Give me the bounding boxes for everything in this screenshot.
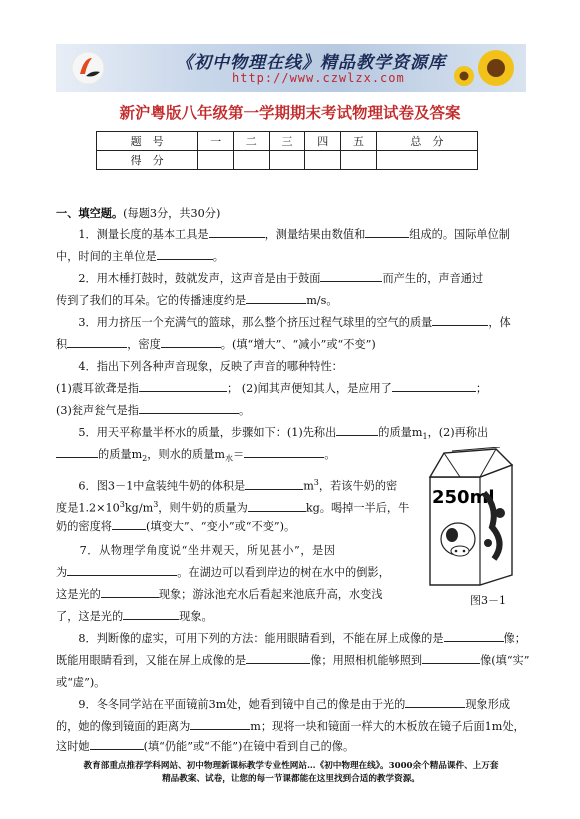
question-3-line-1 [56,312,528,334]
score-cell-3: 三 [269,132,305,151]
q6-text-a: 6．图3－1中盒装纯牛奶的体积是 [78,479,246,493]
q5-blank-2[interactable] [56,445,98,458]
footer-line-2: 精品教案、试卷，让您的每一节课都能在这里找到合适的教学资源。 [162,774,420,784]
q7-blank-3[interactable] [123,607,179,620]
q6-text-g: kg。喝掉一半后，牛 [305,501,410,515]
score-input-3[interactable] [269,151,305,170]
q6-blank-3[interactable] [112,517,146,530]
document-title: 新沪粤版八年级第一学期期末考试物理试卷及答案 [119,104,461,122]
q5-text-f: ＝ [233,448,245,461]
q7-text-a: 7．从物理学角度说“坐井观天，所见甚小”，是因 [79,544,336,557]
section-heading-note: (每题3分，共30分) [123,207,221,220]
question-4-line-3 [56,400,528,422]
q4-text-f: 。 [238,404,251,417]
question-3-line-2 [56,334,528,356]
question-8-line-2 [56,650,528,672]
question-8-line-1b [56,628,528,650]
score-cell-1: 一 [198,132,234,151]
section-heading [56,202,528,225]
milk-carton-figure [422,447,520,587]
q8-blank-3[interactable] [422,651,480,664]
q7-text-c: 。在湖边可以看到岸边的树在水中的倒影， [177,566,390,579]
sunflower-icon [450,46,520,90]
score-input-5[interactable] [341,151,377,170]
q6-text-h: 奶的密度将 [56,520,112,533]
question-4-line-2 [56,378,528,400]
banner-url[interactable]: http://www.czwlzx.com [232,71,405,85]
q3-text-b: ，体 [488,316,511,329]
q1-text-e: 。 [212,250,224,263]
q6-text-b: m [303,479,314,493]
q2-text-c: 传到了我们的耳朵。它的传播速度约是 [56,294,247,307]
q7-blank-2[interactable] [101,585,159,598]
score-row-label: 得 分 [97,151,198,170]
q9-text-a: 9．冬冬同学站在平面镜前3m处，她看到镜中自己的像是由于光的 [78,698,406,711]
q7-text-d: 这是光的 [56,588,101,601]
header-banner [56,44,526,92]
q4-text-a: 4．指出下列各种声音现象，反映了声音的哪种特性： [78,360,343,373]
q3-text-d: ，密度 [127,338,161,351]
q6-sup-1: 3 [313,478,319,487]
q8-text-c: 既能用眼睛看到，又能在屏上成像的是 [56,654,247,667]
footer-line-1: 教育部重点推荐学科网站、初中物理新课标教学专业性网站…《初中物理在线》。3000余个精品课件、上万套 [83,761,499,771]
q7-blank-1[interactable] [67,563,177,576]
question-7-line-3 [56,584,528,606]
q3-text-e: 。(填“增大”、“减小”或“不变”) [220,338,376,351]
q6-sup-2: 3 [119,500,125,509]
q1-text-a: 1．测量长度的基本工具是 [78,228,209,241]
q2-blank-1[interactable] [320,269,382,282]
q6-text-i: (填变大”、“变小”或“不变”)。 [145,520,296,533]
question-4-line-1 [56,356,528,378]
q4-blank-3[interactable] [139,401,239,414]
page-footer [56,760,526,786]
q6-blank-2[interactable] [248,499,306,512]
q6-text-c: ，若该牛奶的密 [318,479,398,493]
q4-blank-1[interactable] [139,379,227,392]
q4-text-b: (1)震耳欲聋是指 [56,382,139,395]
q8-text-b: 像； [503,632,526,645]
q2-blank-2[interactable] [246,291,306,304]
q6-blank-1[interactable] [245,477,303,490]
q5-text-e: ，则水的质量m [147,448,225,461]
q1-text-d: 中，时间的主单位是 [56,250,157,263]
score-cell-2: 二 [233,132,269,151]
q5-text-d: 的质量m [98,448,143,461]
q5-sub-2: 2 [142,454,148,464]
carton-volume-label: 250ml [432,487,495,508]
question-1-line-2 [56,246,528,268]
q7-text-g: 现象。 [179,610,213,623]
q6-text-e: kg/m [124,501,154,515]
score-input-1[interactable] [198,151,234,170]
banner-title: 《初中物理在线》精品教学资源库 [176,53,446,73]
q1-blank-3[interactable] [157,247,213,260]
q8-blank-1[interactable] [444,629,504,642]
q4-blank-2[interactable] [392,379,476,392]
q2-text-b: 而产生的，声音通过 [382,272,484,285]
score-table-header-row [97,132,478,151]
q7-text-e: 现象；游泳池充水后看起来池底升高，水变浅 [158,588,383,601]
question-8-line-3 [56,672,528,694]
score-cell-5: 五 [341,132,377,151]
q5-text-b: 的质量m [378,426,423,439]
question-2-line-1 [56,268,528,290]
q3-blank-2[interactable] [67,335,127,348]
q3-text-a: 3．用力挤压一个充满气的篮球，那么整个挤压过程气球里的空气的质量 [78,316,433,329]
score-input-2[interactable] [233,151,269,170]
score-cell-total: 总 分 [376,132,477,151]
q8-blank-2[interactable] [246,651,310,664]
q8-text-e: 像(填“实” [480,654,530,667]
q4-text-c: ； (2)闻其声便知其人，是应用了 [226,382,392,395]
question-2-line-2 [56,290,528,312]
q9-text-e: 这时她 [56,740,90,753]
score-cell-label: 题 号 [97,132,198,151]
q9-blank-3[interactable] [90,737,144,750]
section-heading-text: 一、填空题。 [56,206,124,220]
q6-text-f: ，则牛奶的质量为 [158,501,248,515]
question-9-line-2 [56,716,528,738]
q9-blank-2[interactable] [190,717,250,730]
q2-text-d: m/s。 [306,294,338,307]
q5-sub-1: 1 [422,432,428,442]
q5-text-c: ，(2)再称出 [427,426,489,439]
q4-text-e: (3)瓮声瓮气是指 [56,404,139,417]
score-input-4[interactable] [305,151,341,170]
q9-text-f: (填“仍能”或“不能”)在镜中看到自己的像。 [143,740,355,753]
q3-blank-3[interactable] [161,335,221,348]
q9-text-d: m；现将一块和镜面一样大的木板放在镜子后面1m处， [250,720,525,733]
q5-sub-3: 水 [225,454,233,464]
q5-text-a: 5．用天平称量半杯水的质量，步骤如下：(1)先称出 [78,426,337,439]
q9-blank-1[interactable] [405,695,465,708]
q6-text-d: 度是1.2×10 [56,501,120,515]
q6-sup-3: 3 [153,500,159,509]
question-7-line-4 [56,606,528,628]
q7-text-b: 为 [56,566,68,579]
score-table [96,131,478,170]
q9-text-b: 现象形成 [465,698,511,711]
q3-text-c: 积 [56,338,68,351]
q5-blank-3[interactable] [244,445,324,458]
logo-icon [70,50,106,86]
q8-text-a: 8．判断像的虚实，可用下列的方法：能用眼睛看到，不能在屏上成像的是 [78,632,444,645]
question-9-line-1 [56,694,528,716]
q8-text-d: 像；用照相机能够照到 [310,654,423,667]
q5-blank-1[interactable] [336,423,378,436]
q9-text-c: 的，她的像到镜面的距离为 [56,720,191,733]
q1-blank-1[interactable] [209,225,265,238]
q1-blank-2[interactable] [365,225,409,238]
q7-text-f: 了，这是光的 [56,610,124,623]
score-input-total[interactable] [376,151,477,170]
q5-text-g: 。 [324,448,336,461]
score-table-score-row [97,151,478,170]
q8-text-f: 或“虚”)。 [56,676,106,689]
score-cell-4: 四 [305,132,341,151]
question-9-line-3 [56,736,528,758]
q1-text-c: 组成的。国际单位制 [409,228,510,241]
q4-text-d: ； [475,382,488,395]
question-1-line-1 [56,224,528,246]
q2-text-a: 2．用木棰打鼓时，鼓就发声，这声音是由于鼓面 [78,272,321,285]
figure-caption: 图3－1 [470,594,506,607]
q1-text-b: ，测量结果由数值和 [264,228,366,241]
q3-blank-1[interactable] [432,313,488,326]
